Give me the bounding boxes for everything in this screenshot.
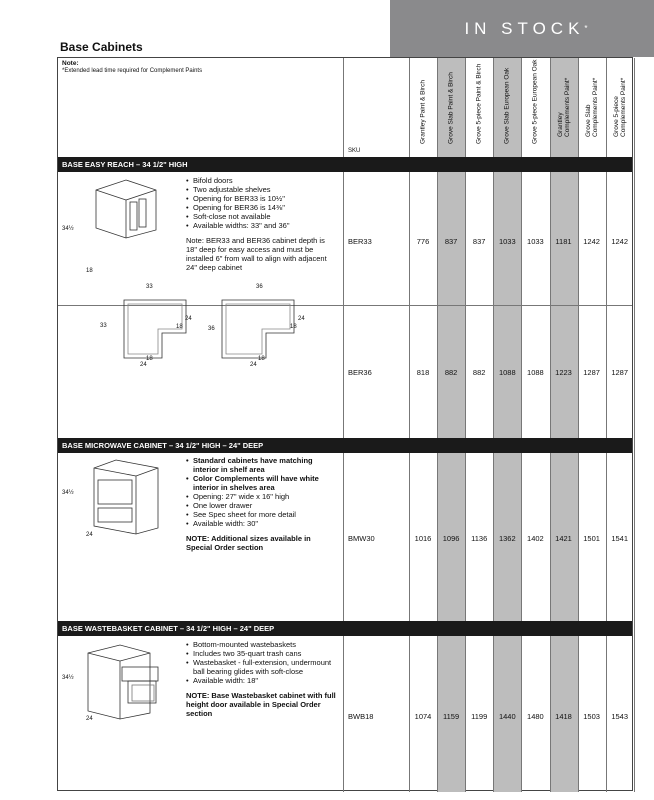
price-cell: 882 <box>444 368 458 377</box>
in-stock-banner <box>390 0 654 57</box>
note-label: Note: <box>62 60 79 67</box>
easy-reach-depth-dim: 18 <box>86 268 93 274</box>
microwave-features <box>186 456 336 552</box>
microwave-cabinet-drawing <box>86 456 166 536</box>
finish-column-label: Grantley Paint & Birch <box>419 80 427 144</box>
finish-column-header <box>606 62 634 157</box>
feature-item: • Available width: 18" <box>186 676 336 685</box>
price-cell: 1033 <box>498 237 516 246</box>
note <box>62 60 202 75</box>
feature-item: • Soft-close not available <box>186 212 336 221</box>
finish-column-label: Complements Paint* <box>619 77 627 137</box>
feature-item: • Includes two 35-quart trash cans <box>186 649 336 658</box>
price-cell: 1199 <box>471 712 488 721</box>
price-cell: 1440 <box>498 712 516 721</box>
sku-ber36: BER36 <box>348 368 372 377</box>
finish-column-label: Complements Paint* <box>563 77 571 137</box>
ber36-plan-drawing <box>208 288 298 368</box>
feature-item: • Available widths: 33" and 36" <box>186 221 336 230</box>
wastebasket-depth-dim: 24 <box>86 716 93 722</box>
price-cell: 1242 <box>611 237 629 246</box>
price-cell: 1088 <box>498 368 516 377</box>
price-cell: 837 <box>444 237 458 246</box>
easy-reach-cabinet-drawing <box>86 170 166 240</box>
ber33-width-dim: 33 <box>146 284 153 290</box>
ber36-bottom-dim-1: 18 <box>258 356 265 362</box>
ber36-depth-dim: 36 <box>208 326 215 332</box>
price-cell: 776 <box>416 237 430 246</box>
ber36-side-dim-2: 18 <box>290 324 297 330</box>
price-cell: 1543 <box>611 712 629 721</box>
price-cell: 1242 <box>583 237 600 246</box>
in-stock-mark: * <box>584 24 588 33</box>
ber33-depth-dim: 33 <box>100 323 107 329</box>
finish-column-header <box>550 62 578 157</box>
price-cell: 1541 <box>611 534 629 543</box>
feature-item: • Available width: 30" <box>186 519 336 528</box>
easy-reach-note: Note: BER33 and BER36 cabinet depth is 18" deep for easy access and must be installed 6" from wall to align with adjacent 24" deep cabinet <box>186 236 327 272</box>
section-band-easy-reach: BASE EASY REACH – 34 1/2" HIGH <box>58 157 632 172</box>
price-cell: 1287 <box>583 368 600 377</box>
feature-item: • See Spec sheet for more detail <box>186 510 336 519</box>
feature-item: • Standard cabinets have matching interior in shelf area <box>186 456 336 474</box>
easy-reach-height-dim: 34½ <box>62 226 74 232</box>
ber33-side-dim-2: 18 <box>176 324 183 330</box>
price-cell: 1503 <box>583 712 600 721</box>
microwave-height-dim: 34½ <box>62 490 74 496</box>
note-text: *Extended lead time required for Complement Paints <box>62 68 203 74</box>
price-cell: 1159 <box>443 712 460 721</box>
microwave-note: NOTE: Additional sizes available in Special Order section <box>186 534 311 552</box>
microwave-depth-dim: 24 <box>86 532 93 538</box>
finish-column-header <box>521 59 549 157</box>
feature-item: • Wastebasket - full-extension, undermount ball bearing glides with soft-close <box>186 658 336 676</box>
price-cell: 1421 <box>555 534 572 543</box>
wastebasket-note: NOTE: Base Wastebasket cabinet with full height door available in Special Order section <box>186 691 336 718</box>
feature-item: • Two adjustable shelves <box>186 185 336 194</box>
finish-column-header <box>437 62 465 157</box>
finish-column-header <box>465 62 493 157</box>
in-stock-label: IN STOCK <box>464 18 585 38</box>
price-cell: 837 <box>472 237 486 246</box>
price-cell: 1181 <box>555 237 572 246</box>
finish-column-header <box>578 62 606 157</box>
price-cell: 1074 <box>414 712 432 721</box>
price-cell: 1088 <box>527 368 544 377</box>
wastebasket-features <box>186 640 336 718</box>
sku-ber33: BER33 <box>348 237 372 246</box>
feature-item: • Bottom-mounted wastebaskets <box>186 640 336 649</box>
ber36-side-dim-1: 24 <box>298 316 305 322</box>
price-cell: 1016 <box>414 534 432 543</box>
sku-bmw30: BMW30 <box>348 534 375 543</box>
price-cell: 1287 <box>611 368 629 377</box>
price-cell: 1033 <box>527 237 544 246</box>
price-sheet <box>57 57 633 791</box>
wastebasket-cabinet-drawing <box>80 641 170 721</box>
finish-column-header <box>409 62 437 157</box>
sku-bwb18: BWB18 <box>348 712 374 721</box>
price-cell: 1362 <box>498 534 516 543</box>
price-cell: 882 <box>472 368 486 377</box>
ber33-bottom-dim-1: 18 <box>146 356 153 362</box>
price-cell: 1402 <box>527 534 544 543</box>
ber33-side-dim-1: 24 <box>185 316 192 322</box>
feature-item: • Bifold doors <box>186 176 336 185</box>
finish-column-label: Grantley <box>556 112 564 137</box>
section-band-wastebasket: BASE WASTEBASKET CABINET – 34 1/2" HIGH – 24" DEEP <box>58 621 632 636</box>
finish-column-label: Complements Paint* <box>591 77 599 137</box>
price-cell: 1136 <box>471 534 488 543</box>
price-cell: 1418 <box>555 712 572 721</box>
finish-column-header <box>493 62 521 157</box>
price-cell: 1096 <box>442 534 460 543</box>
finish-column-label: Grove 5-piece Paint & Birch <box>475 63 483 144</box>
finish-column-label: Grove 5-piece European Oak <box>531 59 539 144</box>
finish-column-label: Grove 5-piece <box>612 96 620 137</box>
price-cell: 1223 <box>555 368 572 377</box>
wastebasket-height-dim: 34½ <box>62 675 74 681</box>
ber33-bottom-dim-2: 24 <box>140 362 147 368</box>
finish-column-label: Grove Slab Paint & Birch <box>447 72 455 144</box>
feature-item: • One lower drawer <box>186 501 336 510</box>
feature-item: • Opening for BER33 is 10½" <box>186 194 336 203</box>
finish-column-label: Grove Slab European Oak <box>503 67 511 144</box>
price-cell: 1501 <box>583 534 600 543</box>
price-cell: 1480 <box>527 712 544 721</box>
feature-item: • Opening for BER36 is 14⅜" <box>186 203 336 212</box>
feature-item: • Color Complements will have white interior in shelves area <box>186 474 336 492</box>
easy-reach-features <box>186 176 336 272</box>
finish-column-label: Grove Slab <box>584 104 592 137</box>
page-title: Base Cabinets <box>60 40 143 54</box>
section-band-microwave: BASE MICROWAVE CABINET – 34 1/2" HIGH – 24" DEEP <box>58 438 632 453</box>
feature-item: • Opening: 27" wide x 16" high <box>186 492 336 501</box>
sku-column-header: SKU <box>348 148 361 154</box>
ber36-width-dim: 36 <box>256 284 263 290</box>
ber36-bottom-dim-2: 24 <box>250 362 257 368</box>
price-cell: 818 <box>416 368 430 377</box>
